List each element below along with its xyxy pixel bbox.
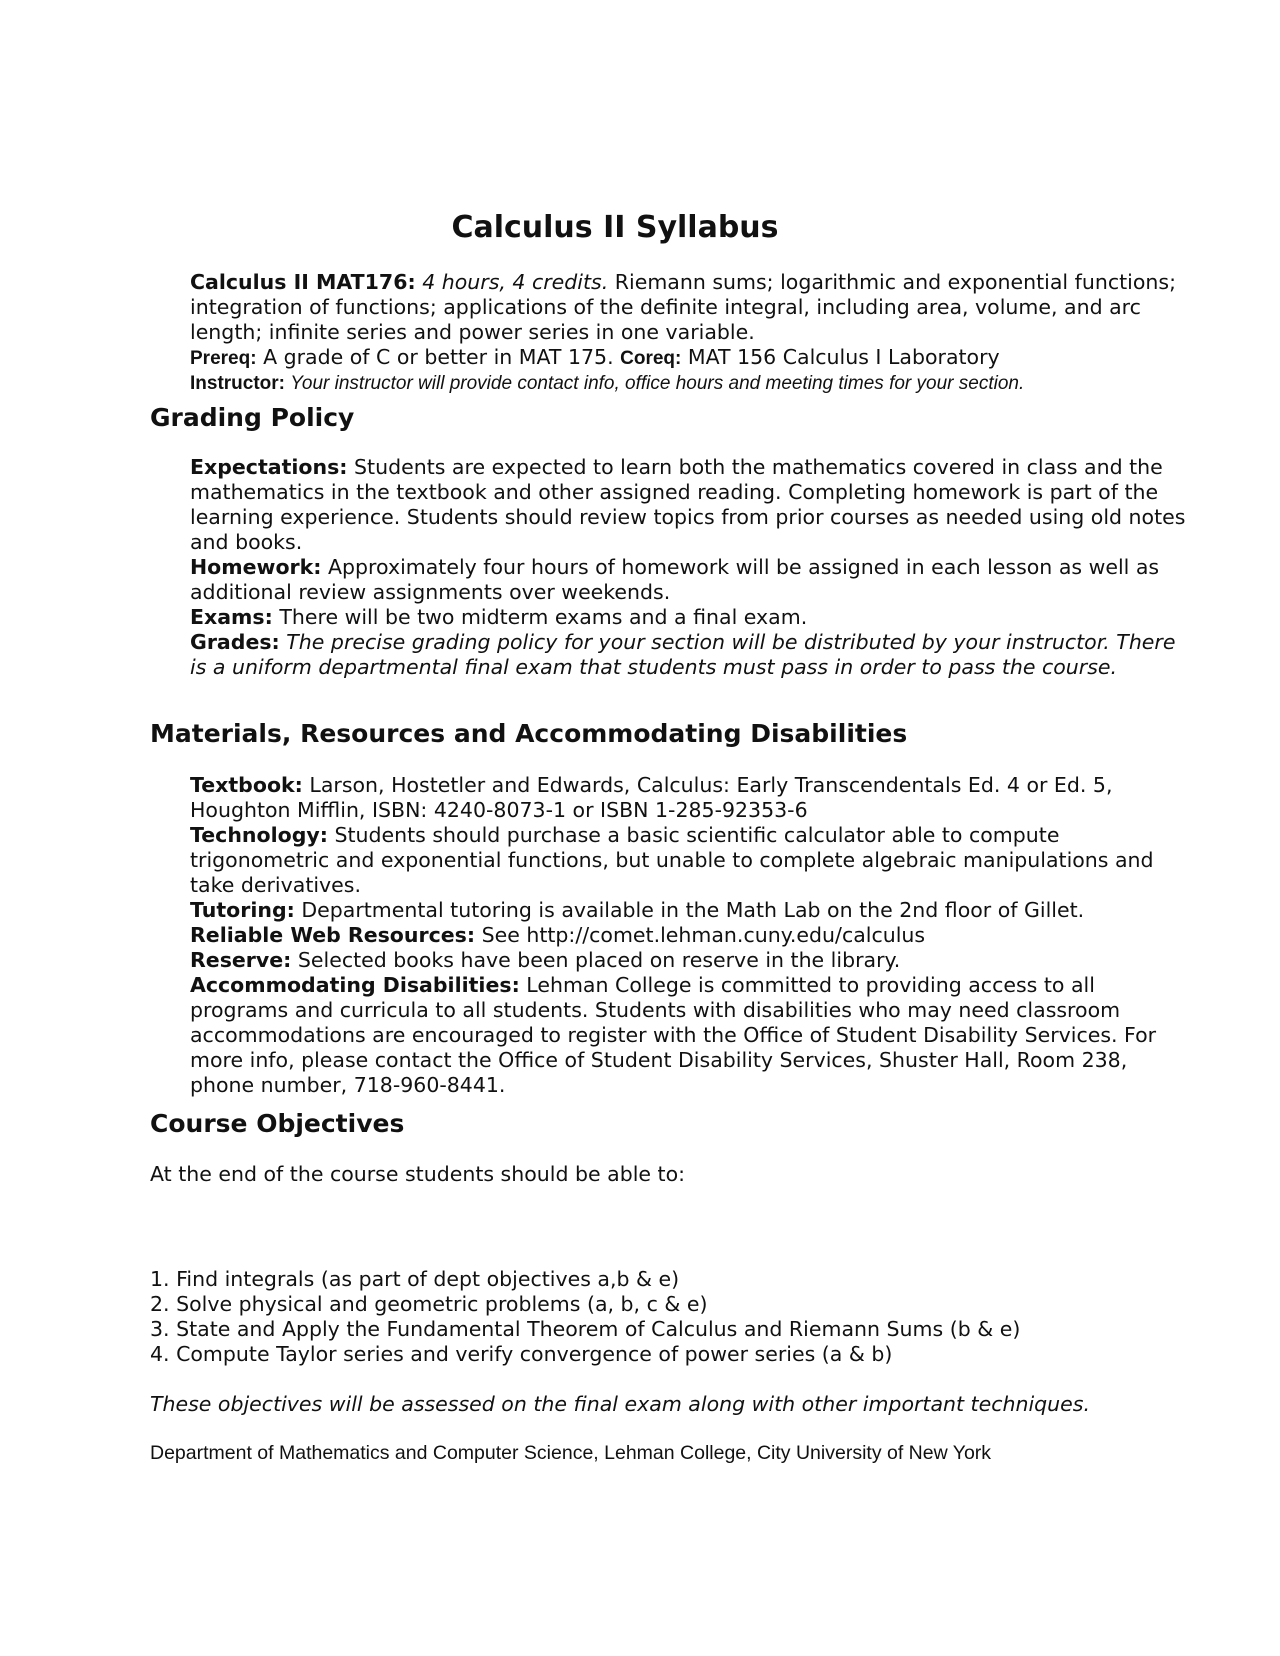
objectives-heading: Course Objectives xyxy=(150,1109,405,1138)
grades-label: Grades: xyxy=(190,630,280,654)
exams-paragraph xyxy=(190,605,1190,630)
objectives-note: These objectives will be assessed on the final exam along with other important techniques. xyxy=(150,1392,1090,1416)
tutoring-label: Tutoring: xyxy=(190,898,295,922)
prereq-label: Prereq: xyxy=(190,348,257,369)
materials-section xyxy=(190,773,1190,1098)
prereq-text: A grade of C or better in MAT 175. xyxy=(263,345,614,369)
grading-section xyxy=(190,455,1190,680)
page-footer: Department of Mathematics and Computer Science, Lehman College, City University of New York xyxy=(150,1442,992,1464)
textbook-paragraph xyxy=(190,773,1190,823)
course-name-label: Calculus II MAT176: xyxy=(190,270,416,294)
instructor-text: Your instructor will provide contact info, office hours and meeting times for your section. xyxy=(290,373,1025,394)
expectations-label: Expectations: xyxy=(190,455,348,479)
web-resources-paragraph xyxy=(190,923,1190,948)
coreq-label: Coreq: xyxy=(620,348,682,369)
web-resources-label: Reliable Web Resources: xyxy=(190,923,476,947)
reserve-paragraph xyxy=(190,948,1190,973)
exams-label: Exams: xyxy=(190,605,273,629)
objective-item: 3. State and Apply the Fundamental Theorem of Calculus and Riemann Sums (b & e) xyxy=(150,1317,1021,1341)
objectives-list xyxy=(150,1267,1200,1367)
objective-item: 4. Compute Taylor series and verify convergence of power series (a & b) xyxy=(150,1342,893,1366)
tutoring-text: Departmental tutoring is available in the Math Lab on the 2nd floor of Gillet. xyxy=(301,898,1085,922)
disabilities-text: Lehman College is committed to providing access to all programs and curricula to all students. Students with disabilities who may need classroom accommodations are encouraged to register with the Office of Student Disability Services. For more info, please contact the Office of Student Disability Services, Shuster Hall, Room 238, phone number, 718-960-8441. xyxy=(190,973,1157,1097)
disabilities-label: Accommodating Disabilities: xyxy=(190,973,520,997)
reserve-text: Selected books have been placed on reserve in the library. xyxy=(297,948,901,972)
course-description-paragraph xyxy=(190,270,1190,345)
expectations-text: Students are expected to learn both the mathematics covered in class and the mathematics in the textbook and other assigned reading. Completing homework is part of the learning experience. Students should review topics from prior courses as needed using old notes and books. xyxy=(190,455,1186,554)
coreq-text: MAT 156 Calculus I Laboratory xyxy=(687,345,1000,369)
technology-text: Students should purchase a basic scientific calculator able to compute trigonometric and exponential functions, but unable to complete algebraic manipulations and take derivatives. xyxy=(190,823,1154,897)
grades-paragraph xyxy=(190,630,1190,680)
disabilities-paragraph xyxy=(190,973,1190,1098)
reserve-label: Reserve: xyxy=(190,948,292,972)
prereq-line xyxy=(190,345,1190,371)
technology-label: Technology: xyxy=(190,823,328,847)
homework-paragraph xyxy=(190,555,1190,605)
instructor-line xyxy=(190,371,1190,396)
homework-text: Approximately four hours of homework will be assigned in each lesson as well as additional review assignments over weekends. xyxy=(190,555,1160,604)
technology-paragraph xyxy=(190,823,1190,898)
tutoring-paragraph xyxy=(190,898,1190,923)
course-info xyxy=(190,270,1190,396)
expectations-paragraph xyxy=(190,455,1190,555)
instructor-label: Instructor: xyxy=(190,373,285,394)
course-hours: 4 hours, 4 credits. xyxy=(422,270,609,294)
course-description: Riemann sums; logarithmic and exponential functions; integration of functions; applications of the definite integral, including area, volume, and arc length; infinite series and power series in one variable. xyxy=(190,270,1176,344)
textbook-label: Textbook: xyxy=(190,773,303,797)
textbook-text: Larson, Hostetler and Edwards, Calculus: Early Transcendentals Ed. 4 or Ed. 5, Houghton Mifflin, ISBN: 4240-8073-1 or ISBN 1-285-92353-6 xyxy=(190,773,1113,822)
page-title: Calculus II Syllabus xyxy=(451,210,779,245)
homework-label: Homework: xyxy=(190,555,322,579)
grading-heading: Grading Policy xyxy=(150,403,355,432)
objectives-intro: At the end of the course students should be able to: xyxy=(150,1162,686,1186)
exams-text: There will be two midterm exams and a final exam. xyxy=(279,605,808,629)
objective-item: 2. Solve physical and geometric problems (a, b, c & e) xyxy=(150,1292,708,1316)
grades-text: The precise grading policy for your section will be distributed by your instructor. There is a uniform departmental final exam that students must pass in order to pass the course. xyxy=(190,630,1176,679)
materials-heading: Materials, Resources and Accommodating Disabilities xyxy=(150,719,908,748)
objective-item: 1. Find integrals (as part of dept objectives a,b & e) xyxy=(150,1267,680,1291)
web-resources-link[interactable]: See http://comet.lehman.cuny.edu/calculus xyxy=(481,923,926,947)
